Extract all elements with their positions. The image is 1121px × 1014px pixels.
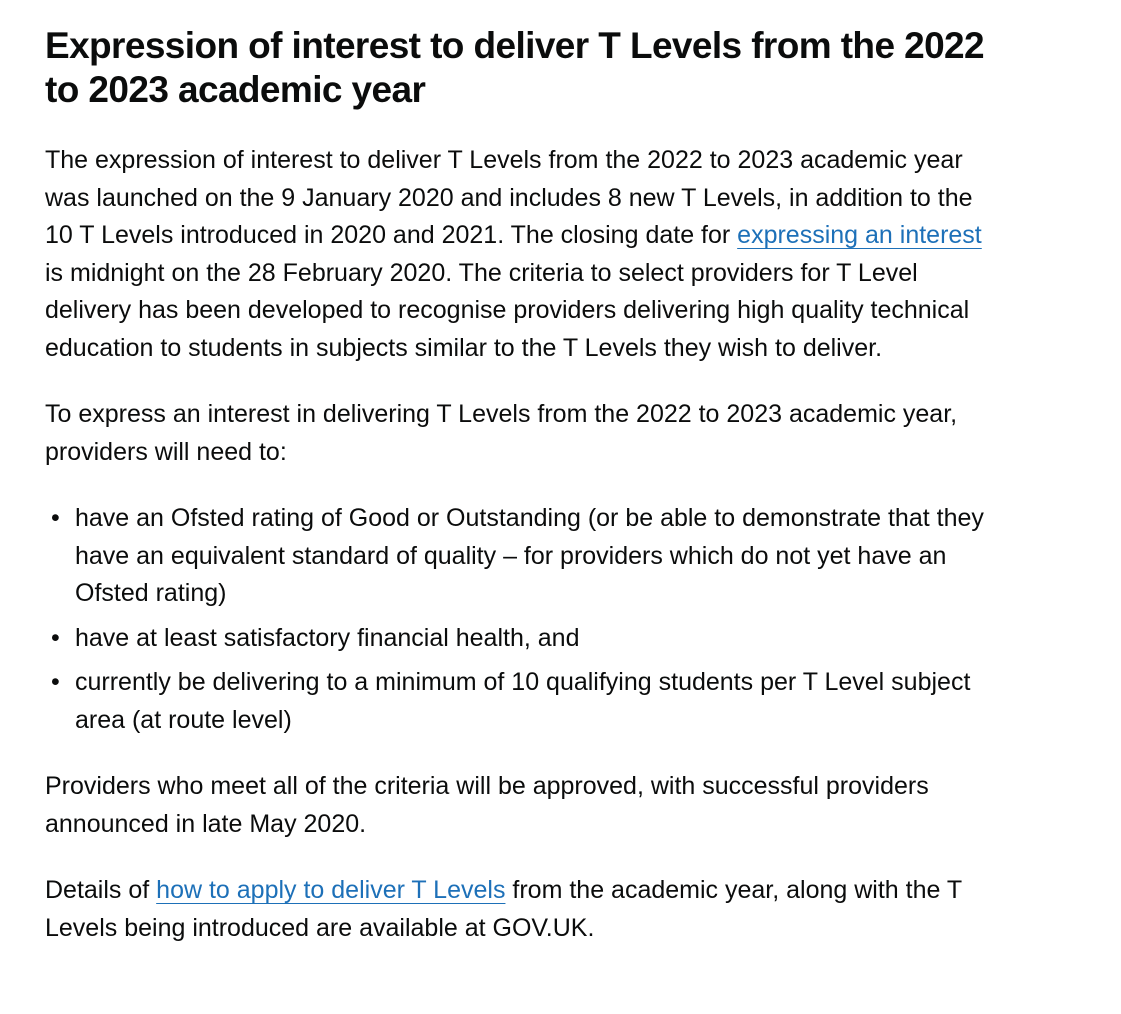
list-item	[51, 500, 995, 613]
list-item-text: have an Ofsted rating of Good or Outstanding (or be able to demonstrate that they have an equivalent standard of quality – for providers which do not yet have an Ofsted rating)	[75, 504, 984, 607]
bullet-icon: •	[51, 504, 60, 532]
how-to-apply-link[interactable]: how to apply to deliver T Levels	[156, 876, 506, 904]
intro-text-before: The expression of interest to deliver T Levels from the 2022 to 2023 academic year was launched on the 9 January 2020 and includes 8 new T Levels, in addition to the 10 T Levels introduced in 2020 and 2021. The closing date for	[45, 146, 973, 249]
page-title: Expression of interest to deliver T Levels from the 2022 to 2023 academic year	[45, 25, 985, 110]
details-paragraph	[45, 872, 995, 947]
details-text-before: Details of	[45, 876, 157, 904]
intro-paragraph	[45, 142, 995, 367]
list-item	[51, 664, 995, 739]
intro-text-after: is midnight on the 28 February 2020. The criteria to select providers for T Level delivery has been developed to recognise providers delivering high quality technical education to students in subjects similar to the T Levels they wish to deliver.	[45, 258, 970, 362]
list-item	[51, 620, 995, 658]
bullet-icon: •	[51, 668, 60, 696]
requirements-intro-paragraph: To express an interest in delivering T Levels from the 2022 to 2023 academic year, providers will need to:	[45, 400, 958, 466]
details-text-after: from the academic year, along with the T Levels being introduced are available at GOV.UK.	[45, 876, 962, 942]
list-item-text: currently be delivering to a minimum of 10 qualifying students per T Level subject area (at route level)	[75, 668, 971, 734]
list-item-text: have at least satisfactory financial health, and	[75, 623, 580, 652]
expressing-interest-link[interactable]: expressing an interest	[737, 221, 982, 249]
approval-paragraph: Providers who meet all of the criteria will be approved, with successful providers announced in late May 2020.	[45, 772, 929, 838]
requirements-list	[45, 500, 995, 739]
bullet-icon: •	[51, 623, 60, 652]
